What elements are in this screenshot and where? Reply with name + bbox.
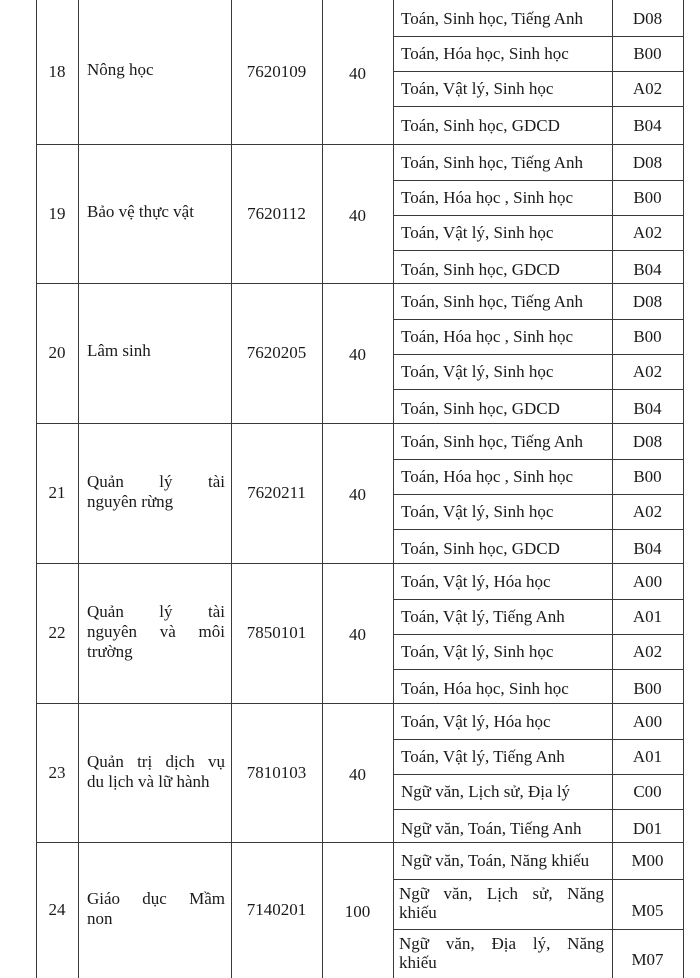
grid-line: [393, 529, 683, 530]
grid-line: [393, 774, 683, 775]
combo-subjects: Toán, Hóa học , Sinh học: [401, 188, 574, 207]
combo-subjects: Toán, Vật lý, Sinh học: [401, 79, 554, 98]
row-number: 24: [48, 900, 66, 919]
combo-subjects: Toán, Sinh học, GDCD: [401, 116, 560, 135]
quota: 40: [349, 625, 366, 644]
combo-code: D08: [632, 153, 663, 172]
combo-subjects: Toán, Sinh học, GDCD: [401, 539, 560, 558]
combo-code: M07: [631, 950, 664, 969]
combo-code: A02: [632, 223, 663, 242]
combo-code: A02: [632, 502, 663, 521]
grid-line: [393, 0, 394, 978]
combo-code: B00: [633, 44, 662, 63]
major-name: Lâm sinh: [87, 341, 151, 360]
combo-subjects: Toán, Vật lý, Tiếng Anh: [401, 607, 565, 626]
row-number: 21: [48, 483, 66, 502]
major-name: Quản lý tài: [87, 472, 225, 491]
combo-code: A01: [632, 607, 663, 626]
grid-line: [393, 494, 683, 495]
row-number: 19: [48, 204, 66, 223]
quota: 40: [349, 765, 366, 784]
combo-subjects: Ngữ văn, Lịch sử, Địa lý: [401, 782, 571, 801]
grid-line: [393, 319, 683, 320]
combo-code: B00: [633, 327, 662, 346]
grid-line: [683, 0, 684, 978]
grid-line: [36, 144, 683, 145]
combo-subjects: Toán, Vật lý, Sinh học: [401, 362, 554, 381]
combo-code: A02: [632, 362, 663, 381]
row-number: 20: [48, 343, 66, 362]
grid-line: [393, 669, 683, 670]
combo-code: A01: [632, 747, 663, 766]
combo-subjects: Toán, Hóa học , Sinh học: [401, 327, 574, 346]
major-code: 7140201: [246, 900, 307, 919]
major-name: Nông học: [87, 60, 154, 79]
major-code: 7620112: [247, 204, 306, 223]
combo-code: B04: [633, 116, 662, 135]
combo-subjects: Toán, Sinh học, Tiếng Anh: [401, 9, 584, 28]
grid-line: [393, 459, 683, 460]
combo-subjects: Toán, Vật lý, Sinh học: [401, 642, 554, 661]
combo-code: B04: [633, 539, 662, 558]
grid-line: [393, 739, 683, 740]
combo-code: B00: [633, 679, 662, 698]
combo-subjects-line: khiếu: [399, 903, 437, 922]
row-number: 18: [48, 62, 66, 81]
combo-subjects: Toán, Hóa học, Sinh học: [401, 679, 569, 698]
combo-subjects: [399, 934, 604, 972]
combo-code: D08: [632, 9, 663, 28]
grid-line: [393, 354, 683, 355]
combo-code: M05: [631, 901, 664, 920]
major-code: 7620205: [246, 343, 307, 362]
combo-code: A00: [632, 572, 663, 591]
grid-line: [393, 599, 683, 600]
grid-line: [393, 809, 683, 810]
combo-code: A02: [632, 642, 663, 661]
grid-line: [393, 879, 683, 880]
quota: 40: [349, 345, 366, 364]
combo-subjects: Toán, Vật lý, Hóa học: [401, 712, 551, 731]
grid-line: [393, 389, 683, 390]
combo-code: B04: [633, 399, 662, 418]
combo-subjects-line: khiếu: [399, 953, 437, 972]
combo-subjects: Toán, Vật lý, Sinh học: [401, 502, 554, 521]
combo-subjects: [399, 884, 604, 922]
major-code: 7620109: [246, 62, 307, 81]
combo-subjects: Toán, Sinh học, GDCD: [401, 260, 560, 279]
combo-subjects: Toán, Sinh học, GDCD: [401, 399, 560, 418]
combo-code: C00: [633, 782, 662, 801]
combo-subjects: Toán, Sinh học, Tiếng Anh: [401, 292, 584, 311]
major-name: nguyên và môi: [87, 622, 225, 641]
row-number: 22: [48, 623, 66, 642]
combo-code: D08: [632, 292, 663, 311]
grid-line: [393, 634, 683, 635]
major-code: 7850101: [246, 623, 307, 642]
grid-line: [36, 703, 683, 704]
grid-line: [78, 0, 79, 978]
combo-subjects: Toán, Vật lý, Hóa học: [401, 572, 551, 591]
combo-code: A00: [632, 712, 663, 731]
major-name: nguyên rừng: [87, 492, 174, 511]
grid-line: [393, 71, 683, 72]
grid-line: [393, 36, 683, 37]
quota: 40: [349, 64, 366, 83]
combo-subjects: Toán, Hóa học, Sinh học: [401, 44, 569, 63]
combo-code: D08: [632, 432, 663, 451]
grid-line: [36, 563, 683, 564]
combo-code: B04: [633, 260, 662, 279]
combo-code: M00: [631, 851, 664, 870]
combo-code: D01: [632, 819, 663, 838]
grid-line: [393, 929, 683, 930]
quota: 40: [349, 206, 366, 225]
quota: 40: [349, 485, 366, 504]
combo-subjects: Toán, Hóa học , Sinh học: [401, 467, 574, 486]
grid-line: [393, 250, 683, 251]
grid-line: [393, 106, 683, 107]
combo-subjects: Toán, Vật lý, Tiếng Anh: [401, 747, 565, 766]
major-name: Quản lý tài: [87, 602, 225, 621]
grid-line: [393, 215, 683, 216]
combo-code: A02: [632, 79, 663, 98]
combo-subjects: Ngữ văn, Toán, Năng khiếu: [401, 851, 590, 870]
major-name: Bảo vệ thực vật: [87, 202, 194, 221]
major-name: Giáo dục Mầm: [87, 889, 225, 908]
combo-subjects-line: Ngữ văn, Địa lý, Năng: [399, 934, 604, 953]
combo-subjects: Toán, Sinh học, Tiếng Anh: [401, 153, 584, 172]
grid-line: [36, 283, 683, 284]
combo-subjects-line: Ngữ văn, Lịch sử, Năng: [399, 884, 604, 903]
major-name: du lịch và lữ hành: [87, 772, 210, 791]
major-code: 7620211: [247, 483, 306, 502]
row-number: 23: [48, 763, 66, 782]
combo-subjects: Toán, Vật lý, Sinh học: [401, 223, 554, 242]
grid-line: [36, 842, 683, 843]
major-name: trường: [87, 642, 133, 661]
combo-subjects: Toán, Sinh học, Tiếng Anh: [401, 432, 584, 451]
grid-line: [393, 180, 683, 181]
combo-code: B00: [633, 467, 662, 486]
major-name: Quản trị dịch vụ: [87, 752, 225, 771]
major-name: non: [87, 909, 113, 928]
combo-subjects: Ngữ văn, Toán, Tiếng Anh: [401, 819, 582, 838]
combo-code: B00: [633, 188, 662, 207]
major-code: 7810103: [246, 763, 307, 782]
grid-line: [36, 423, 683, 424]
quota: 100: [344, 902, 371, 921]
